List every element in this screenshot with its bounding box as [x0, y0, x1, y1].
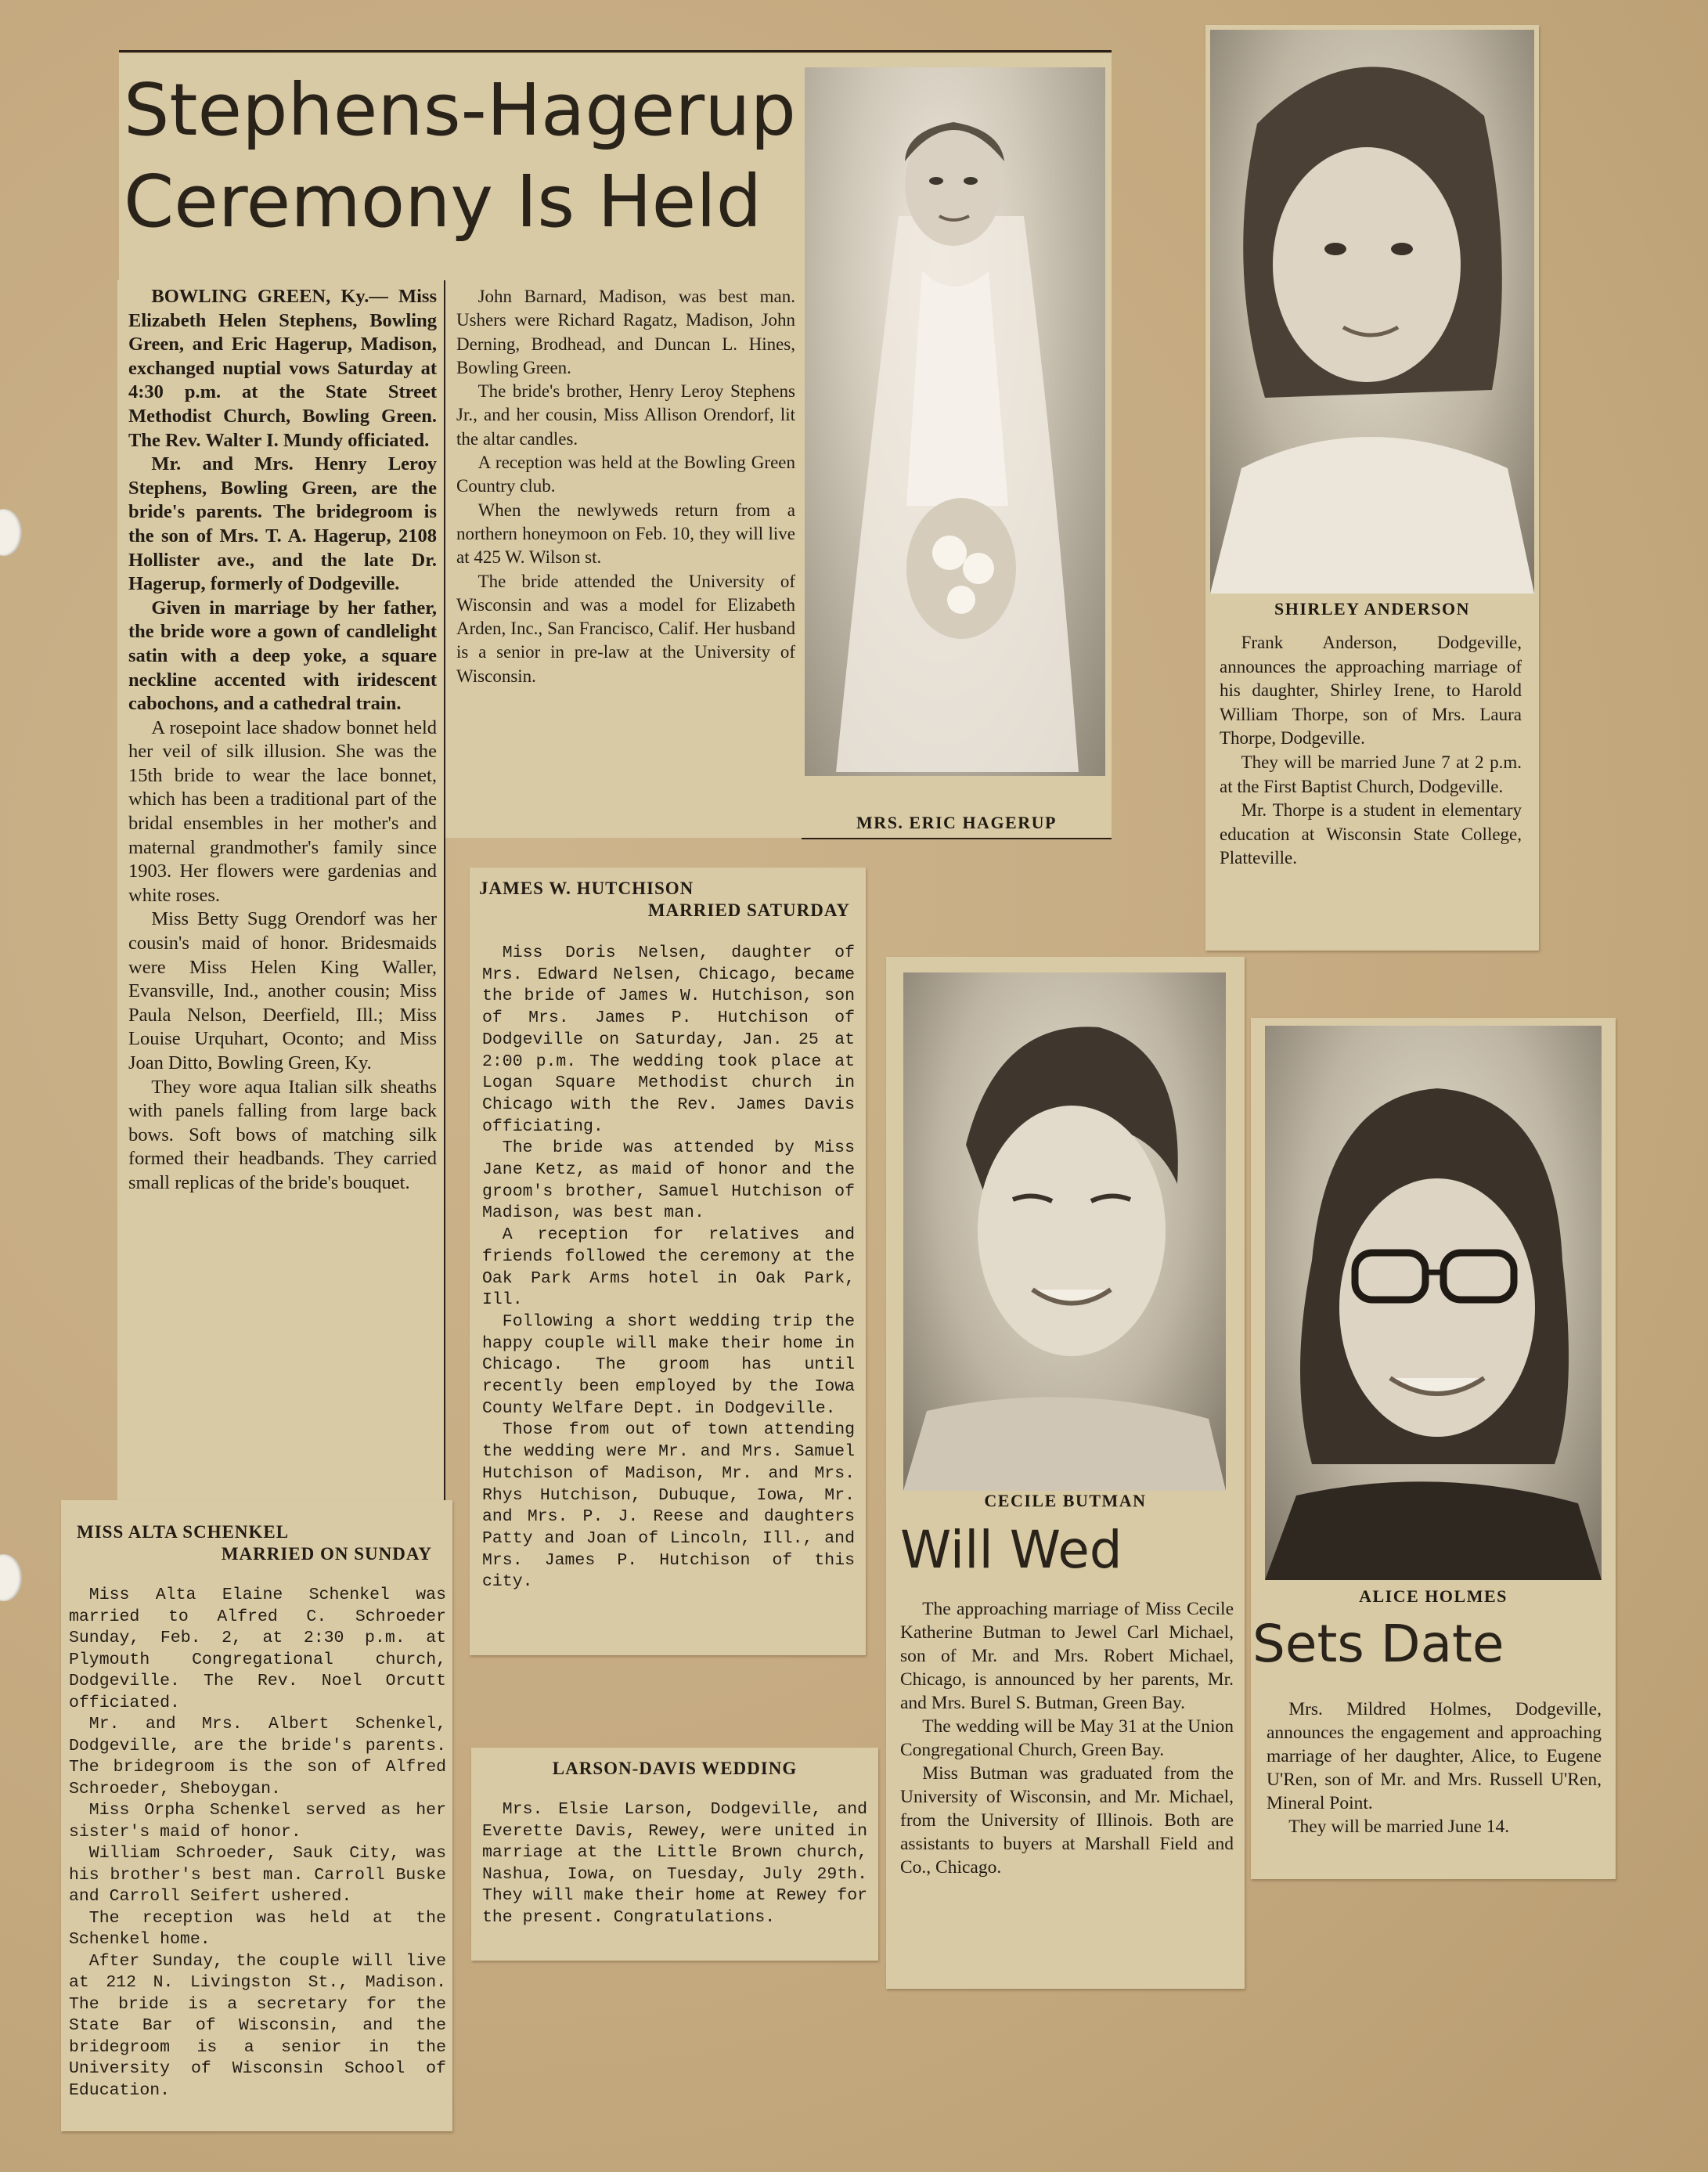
cecile-butman-caption: CECILE BUTMAN: [984, 1491, 1147, 1510]
will-wed-headline: Will Wed: [900, 1520, 1122, 1580]
stephens-col2-para: The bride attended the University of Wisconsin and was a model for Elizabeth Arden, Inc., San Francisco, Calif. Her husband is a senior in pre-law at the University of Wisconsin.: [456, 571, 795, 686]
stephens-column-2: [445, 280, 802, 838]
binder-hole-bottom: [0, 1554, 22, 1601]
schenkel-para: Mr. and Mrs. Albert Schenkel, Dodgeville, are the bride's parents. The bridegroom is the son of Alfred Schroeder, Sheboygan.: [69, 1715, 446, 1799]
hutchison-heading-line2: MARRIED SATURDAY: [647, 900, 850, 920]
stephens-col1-para: A rosepoint lace shadow bonnet held her veil of silk illusion. She was the 15th bride to wear the lace bonnet, which has been a traditional part of the bridal ensembles in her mother's and maternal grandmother's family since 1903. Her flowers were gardenias and white roses.: [128, 716, 437, 906]
stephens-top-rule: [119, 50, 1112, 52]
hutchison-para: Following a short wedding trip the happy couple will make their home in Chicago. The groom has until recently been employed by the Iowa County Welfare Dept. in Dodgeville.: [482, 1311, 855, 1418]
larson-davis-clipping: [471, 1748, 878, 1961]
stephens-col2-para: A reception was held at the Bowling Green Country club.: [456, 453, 795, 496]
cecile-butman-photo: [903, 972, 1226, 1491]
bride-photo-mrs-eric-hagerup: [805, 67, 1105, 776]
alice-holmes-clipping: [1251, 1018, 1616, 1879]
binder-hole-top: [0, 509, 22, 556]
hutchison-para: Miss Doris Nelsen, daughter of Mrs. Edward Nelsen, Chicago, became the bride of James W. Hutchison, son of Mrs. James P. Hutchison of Dodgeville on Saturday, Jan. 25 at 2:00 p.m. The wedding took place at Logan Square Methodist church in Chicago with the Rev. James Davis officiating.: [482, 943, 855, 1136]
schenkel-text: [69, 1585, 446, 2102]
schenkel-para: Miss Alta Elaine Schenkel was married to Alfred C. Schroeder Sunday, Feb. 2, at 2:30 p.m. at Plymouth Congregational church, Dodgeville. The Rev. Noel Orcutt officiated.: [69, 1586, 446, 1712]
stephens-col2-para: John Barnard, Madison, was best man. Ushers were Richard Ragatz, Madison, John Derning, Brodhead, and Duncan L. Hines, Bowling Green.: [456, 287, 795, 377]
stephens-column-1: [117, 280, 445, 1503]
alice-para: They will be married June 14.: [1288, 1817, 1510, 1837]
hutchison-text: [482, 943, 855, 1593]
alice-para: Mrs. Mildred Holmes, Dodgeville, announces the engagement and approaching marriage of her daughter, Alice, to Eugene U'Ren, son of Mr. and Mrs. Russell U'Ren, Mineral Point.: [1267, 1699, 1602, 1813]
stephens-col1-para: Miss Betty Sugg Orendorf was her cousin's maid of honor. Bridesmaids were Miss Helen King Waller, Evansville, Ind., another cousin; Miss Paula Nelson, Deerfield, Ill.; Miss Louise Urquhart, Oconto; and Miss Joan Ditto, Bowling Green, Ky.: [128, 908, 437, 1073]
stephens-col2-para: When the newlyweds return from a northern honeymoon on Feb. 10, they will live at 425 W. Wilson st.: [456, 500, 795, 568]
alice-holmes-caption: ALICE HOLMES: [1359, 1586, 1508, 1606]
schenkel-heading-line1: MISS ALTA SCHENKEL: [77, 1522, 290, 1542]
stephens-photo-panel: [802, 53, 1112, 838]
hutchison-heading-line1: JAMES W. HUTCHISON: [479, 879, 694, 898]
hutchison-para: Those from out of town attending the wedding were Mr. and Mrs. Samuel Hutchison of Madison, Mr. and Mrs. Rhys Hutchison, Dubuque, Iowa, Mr. and Mrs. P. J. Reese and daughters Patty and Joan of Lincoln, Ill., and Mrs. James P. Hutchison of this city.: [482, 1420, 855, 1592]
stephens-headline-line2: Ceremony Is Held: [124, 160, 762, 244]
schenkel-para: The reception was held at the Schenkel home.: [69, 1908, 446, 1949]
larson-para: Mrs. Elsie Larson, Dodgeville, and Everette Davis, Rewey, were united in marriage at the Little Brown church, Nashua, Iowa, on Tuesday, July 29th. They will make their home at Rewey for the present. Congratulations.: [482, 1800, 867, 1927]
cecile-para: The approaching marriage of Miss Cecile Katherine Butman to Jewel Carl Michael, son of Mr. and Mrs. Robert Michael, Chicago, is announced by her parents, Mr. and Mrs. Burel S. Butman, Green Bay.: [900, 1599, 1234, 1713]
cecile-butman-clipping: [886, 957, 1245, 1989]
cecile-para: Miss Butman was graduated from the University of Wisconsin, and Mr. Michael, from the University of Illinois. Both are assistants to buyers at Marshall Field and Co., Chicago.: [900, 1763, 1234, 1878]
alice-holmes-text: [1267, 1698, 1602, 1838]
larson-davis-text: [482, 1799, 867, 1928]
stephens-col1-para: BOWLING GREEN, Ky.— Miss Elizabeth Helen Stephens, Bowling Green, and Eric Hagerup, Madison, exchanged nuptial vows Saturday at 4:30 p.m. at the State Street Methodist Church, Bowling Green. The Rev. Walter I. Mundy officiated.: [128, 286, 437, 451]
cecile-para: The wedding will be May 31 at the Union Congregational Church, Green Bay.: [900, 1716, 1234, 1760]
shirley-para: They will be married June 7 at 2 p.m. at the First Baptist Church, Dodgeville.: [1220, 752, 1522, 796]
mrs-eric-hagerup-caption: MRS. ERIC HAGERUP: [856, 813, 1057, 832]
schenkel-para: William Schroeder, Sauk City, was his brother's best man. Carroll Buske and Carroll Seifert ushered.: [69, 1844, 446, 1906]
shirley-anderson-caption: SHIRLEY ANDERSON: [1274, 599, 1470, 619]
cecile-butman-text: [900, 1597, 1234, 1879]
stephens-headline-block: [119, 53, 802, 280]
sets-date-headline: Sets Date: [1252, 1614, 1504, 1674]
shirley-anderson-clipping: [1205, 25, 1539, 951]
hutchison-para: The bride was attended by Miss Jane Ketz, as maid of honor and the groom's brother, Samuel Hutchison of Madison, was best man.: [482, 1138, 855, 1223]
stephens-col1-para: They wore aqua Italian silk sheaths with panels falling from large back bows. Soft bows of matching silk formed their headbands. They carried small replicas of the bride's bouquet.: [128, 1076, 437, 1193]
stephens-col1-text: [128, 285, 437, 1196]
hutchison-clipping: [470, 868, 866, 1655]
alice-holmes-photo: [1265, 1026, 1602, 1580]
shirley-anderson-photo: [1210, 30, 1534, 594]
shirley-para: Mr. Thorpe is a student in elementary education at Wisconsin State College, Platteville.: [1220, 800, 1522, 868]
stephens-col2-para: The bride's brother, Henry Leroy Stephens Jr., and her cousin, Miss Allison Orendorf, lit the altar candles.: [456, 381, 795, 449]
shirley-anderson-text: [1220, 631, 1522, 871]
stephens-col2-text: [456, 285, 795, 688]
shirley-para: Frank Anderson, Dodgeville, announces the approaching marriage of his daughter, Shirley Irene, to Harold William Thorpe, son of Mrs. Laura Thorpe, Dodgeville.: [1220, 633, 1522, 749]
schenkel-para: Miss Orpha Schenkel served as her sister's maid of honor.: [69, 1801, 446, 1842]
hutchison-para: A reception for relatives and friends followed the ceremony at the Oak Park Arms hotel in Oak Park, Ill.: [482, 1225, 855, 1310]
schenkel-clipping: [61, 1500, 452, 2131]
stephens-bottom-rule: [802, 838, 1112, 839]
stephens-col1-para: Given in marriage by her father, the bride wore a gown of candlelight satin with a deep yoke, a square neckline accented with iridescent cabochons, and a cathedral train.: [128, 597, 437, 715]
schenkel-heading-line2: MARRIED ON SUNDAY: [221, 1544, 432, 1564]
stephens-headline-line1: Stephens-Hagerup: [124, 68, 796, 152]
larson-davis-heading: LARSON-DAVIS WEDDING: [552, 1759, 798, 1778]
schenkel-para: After Sunday, the couple will live at 212 N. Livingston St., Madison. The bride is a secretary for the State Bar of Wisconsin, and the bridegroom is a senior in the University of Wisconsin School of Education.: [69, 1951, 446, 2100]
stephens-col1-para: Mr. and Mrs. Henry Leroy Stephens, Bowling Green, are the bride's parents. The bridegroom is the son of Mrs. T. A. Hagerup, 2108 Hollister ave., and the late Dr. Hagerup, formerly of Dodgeville.: [128, 453, 437, 595]
